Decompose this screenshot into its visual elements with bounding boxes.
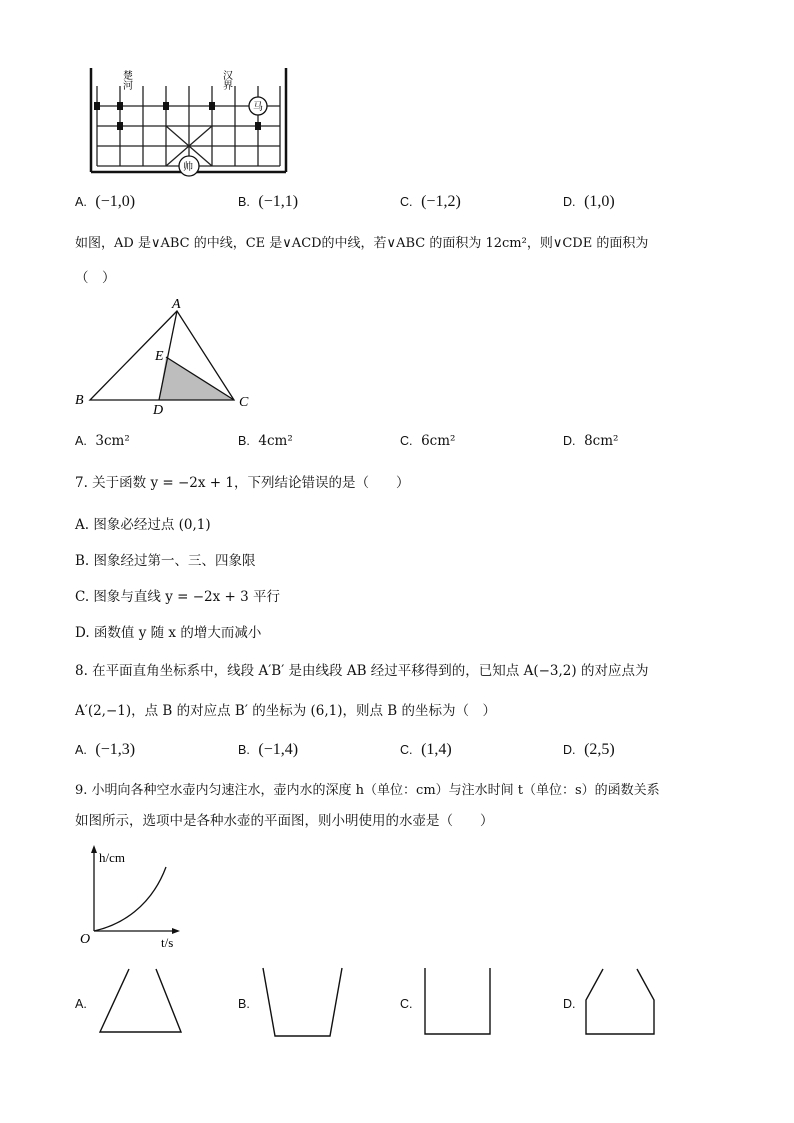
vertex-a-label: A xyxy=(172,297,181,312)
q6-stem-line1: 如图，AD 是∨ABC 的中线，CE 是∨ACD的中线，若∨ABC 的面积为 12cm²，则∨CDE 的面积为 xyxy=(75,236,649,251)
depth-time-graph xyxy=(76,843,196,953)
q9-option-b-label[interactable]: B. xyxy=(238,997,250,1011)
q6-stem-line2: （ ） xyxy=(75,270,116,286)
q5-option-a[interactable]: A. (−1,0) xyxy=(75,193,136,210)
point-d-label: D xyxy=(153,403,164,416)
q6-option-c[interactable]: C. 6cm² xyxy=(400,433,456,449)
q7-option-c[interactable]: C. 图象与直线 y = −2x + 3 平行 xyxy=(75,589,281,605)
q9-option-c-label[interactable]: C. xyxy=(400,997,413,1011)
q5-option-d[interactable]: D. (1,0) xyxy=(563,193,615,210)
chess-board-figure xyxy=(86,66,296,178)
q5-option-b[interactable]: B. (−1,1) xyxy=(238,193,299,210)
q9-stem-line1: 9. 小明向各种空水壶内匀速注水，壶内水的深度 h（单位：cm）与注水时间 t（单位：s）的函数关系 xyxy=(75,783,660,798)
q7-option-b[interactable]: B. 图象经过第一、三、四象限 xyxy=(75,553,256,569)
q8-option-b[interactable]: B. (−1,4) xyxy=(238,741,299,758)
origin-label: O xyxy=(80,932,91,947)
q6-option-d[interactable]: D. 8cm² xyxy=(563,433,619,449)
q8-option-d[interactable]: D. (2,5) xyxy=(563,741,615,758)
q9-option-a-label[interactable]: A. xyxy=(75,997,87,1011)
q6-option-a[interactable]: A. 3cm² xyxy=(75,433,130,449)
q8-option-a[interactable]: A. (−1,3) xyxy=(75,741,136,758)
q7-option-d[interactable]: D. 函数值 y 随 x 的增大而减小 xyxy=(75,625,262,641)
q9-stem-line2: 如图所示，选项中是各种水壶的平面图，则小明使用的水壶是（ ） xyxy=(75,813,494,829)
vertex-b-label: B xyxy=(75,393,84,408)
q8-option-c[interactable]: C. (1,4) xyxy=(400,741,452,758)
horse-piece-label: 马 xyxy=(253,102,263,113)
x-axis-label: t/s xyxy=(161,935,174,950)
vessel-d-shape[interactable] xyxy=(582,966,660,1038)
q9-option-d-label[interactable]: D. xyxy=(563,997,576,1011)
y-axis-label: h/cm xyxy=(99,850,125,865)
river-label-left: 楚河 xyxy=(120,70,132,90)
river-label-right: 汉界 xyxy=(220,70,232,90)
vertex-c-label: C xyxy=(239,395,249,410)
q8-stem-line2: A′(2,−1)，点 B 的对应点 B′ 的坐标为 (6,1)，则点 B 的坐标为（ ） xyxy=(75,703,496,719)
vessel-b-shape[interactable] xyxy=(258,966,348,1040)
point-e-label: E xyxy=(155,349,164,364)
q6-option-b[interactable]: B. 4cm² xyxy=(238,433,293,449)
q5-option-c[interactable]: C. (−1,2) xyxy=(400,193,461,210)
q7-option-a[interactable]: A. 图象必经过点 (0,1) xyxy=(75,517,211,533)
triangle-figure xyxy=(72,294,262,416)
q7-stem: 7. 关于函数 y = −2x + 1，下列结论错误的是（ ） xyxy=(75,475,410,491)
general-piece-label: 帅 xyxy=(183,162,193,173)
vessel-c-shape[interactable] xyxy=(420,966,496,1038)
q8-stem-line1: 8. 在平面直角坐标系中，线段 A′B′ 是由线段 AB 经过平移得到的，已知点 A(−3,2) 的对应点为 xyxy=(75,663,649,679)
vessel-a-shape[interactable] xyxy=(96,966,186,1036)
